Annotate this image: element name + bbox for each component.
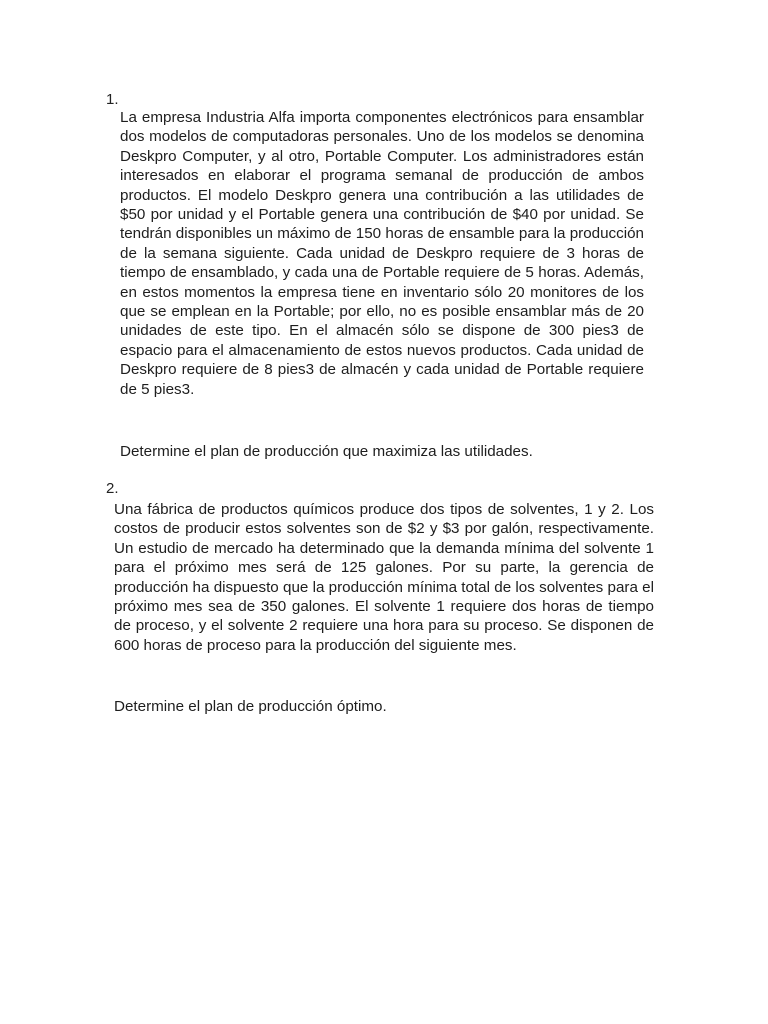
problem-1-number: 1. xyxy=(106,91,119,108)
problem-1-statement: La empresa Industria Alfa importa componentes electrónicos para ensamblar dos modelos de computadoras personales. Uno de los modelos se denomina Deskpro Computer, y al otro, Portable Computer. Los administradores están interesados en elaborar el programa semanal de producción de ambos productos. El modelo Deskpro genera una contribución a las utilidades de $50 por unidad y el Portable genera una contribución de $40 por unidad. Se tendrán disponibles un máximo de 150 horas de ensamble para la producción de la semana siguiente. Cada unidad de Deskpro requiere de 3 horas de tiempo de ensamblado, y cada una de Portable requiere de 5 horas. Además, en estos momentos la empresa tiene en inventario sólo 20 monitores de los que se emplean en la Portable; por ello, no es posible ensamblar más de 20 unidades de este tipo. En el almacén sólo se dispone de 300 pies3 de espacio para el almacenamiento de estos nuevos productos. Cada unidad de Deskpro requiere de 8 pies3 de almacén y cada unidad de Portable requiere de 5 pies3. xyxy=(120,109,644,398)
problem-2-question: Determine el plan de producción óptimo. xyxy=(114,698,387,715)
problem-2-statement: Una fábrica de productos químicos produce dos tipos de solventes, 1 y 2. Los costos de producir estos solventes son de $2 y $3 por galón, respectivamente. Un estudio de mercado ha determinado que la demanda mínima del solvente 1 para el próximo mes será de 125 galones. Por su parte, la gerencia de producción ha dispuesto que la producción mínima total de los solventes para el próximo mes sea de 350 galones. El solvente 1 requiere dos horas de tiempo de proceso, y el solvente 2 requiere una hora para su proceso. Se disponen de 600 horas de proceso para la producción del siguiente mes. xyxy=(114,501,654,654)
problem-1-question: Determine el plan de producción que maximiza las utilidades. xyxy=(120,443,533,460)
problem-2-number: 2. xyxy=(106,480,119,497)
